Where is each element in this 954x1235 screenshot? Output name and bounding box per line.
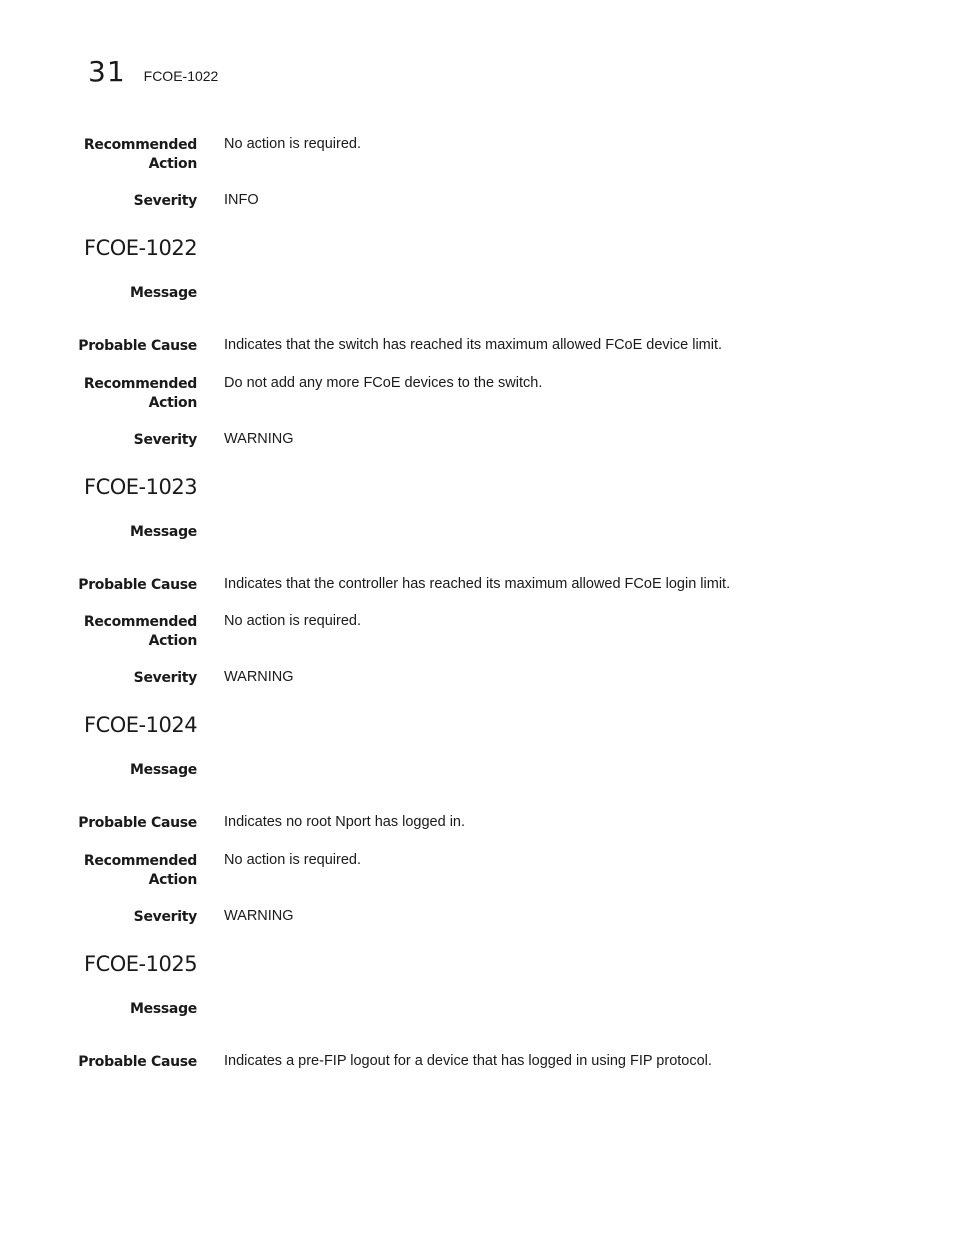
cause-label: Probable Cause bbox=[78, 338, 197, 354]
entry-heading: FCOE-1023 bbox=[84, 475, 198, 499]
top-recommended-label: Recommended Action bbox=[83, 137, 197, 172]
cause-value: Indicates no root Nport has logged in. bbox=[224, 814, 466, 830]
message-label: Message bbox=[130, 1001, 197, 1017]
severity-value: WARNING bbox=[224, 431, 294, 447]
severity-value: WARNING bbox=[224, 908, 294, 924]
recommended-label: Recommended Action bbox=[83, 614, 197, 649]
top-severity-label: Severity bbox=[133, 193, 197, 209]
entry-heading: FCOE-1024 bbox=[84, 713, 198, 737]
recommended-value: Do not add any more FCoE devices to the switch. bbox=[224, 375, 543, 391]
page-header bbox=[88, 55, 218, 88]
top-severity-value: INFO bbox=[224, 192, 259, 208]
entry-heading: FCOE-1022 bbox=[84, 236, 198, 260]
severity-label: Severity bbox=[133, 909, 197, 925]
cause-value: Indicates that the switch has reached its maximum allowed FCoE device limit. bbox=[224, 337, 723, 353]
cause-label: Probable Cause bbox=[78, 815, 197, 831]
message-label: Message bbox=[130, 524, 197, 540]
recommended-value: No action is required. bbox=[224, 852, 362, 868]
top-recommended-value: No action is required. bbox=[224, 136, 362, 152]
recommended-label: Recommended Action bbox=[83, 853, 197, 888]
entry-heading: FCOE-1025 bbox=[84, 952, 198, 976]
severity-value: WARNING bbox=[224, 669, 294, 685]
cause-value: Indicates that the controller has reached its maximum allowed FCoE login limit. bbox=[224, 576, 731, 592]
severity-label: Severity bbox=[133, 670, 197, 686]
cause-value: Indicates a pre-FIP logout for a device that has logged in using FIP protocol. bbox=[224, 1053, 712, 1069]
message-label: Message bbox=[130, 762, 197, 778]
chapter-number: 31 bbox=[88, 55, 126, 88]
severity-label: Severity bbox=[133, 432, 197, 448]
recommended-value: No action is required. bbox=[224, 613, 362, 629]
cause-label: Probable Cause bbox=[78, 577, 197, 593]
cause-label: Probable Cause bbox=[78, 1054, 197, 1070]
message-label: Message bbox=[130, 285, 197, 301]
recommended-label: Recommended Action bbox=[83, 376, 197, 411]
header-title: FCOE-1022 bbox=[143, 68, 219, 84]
